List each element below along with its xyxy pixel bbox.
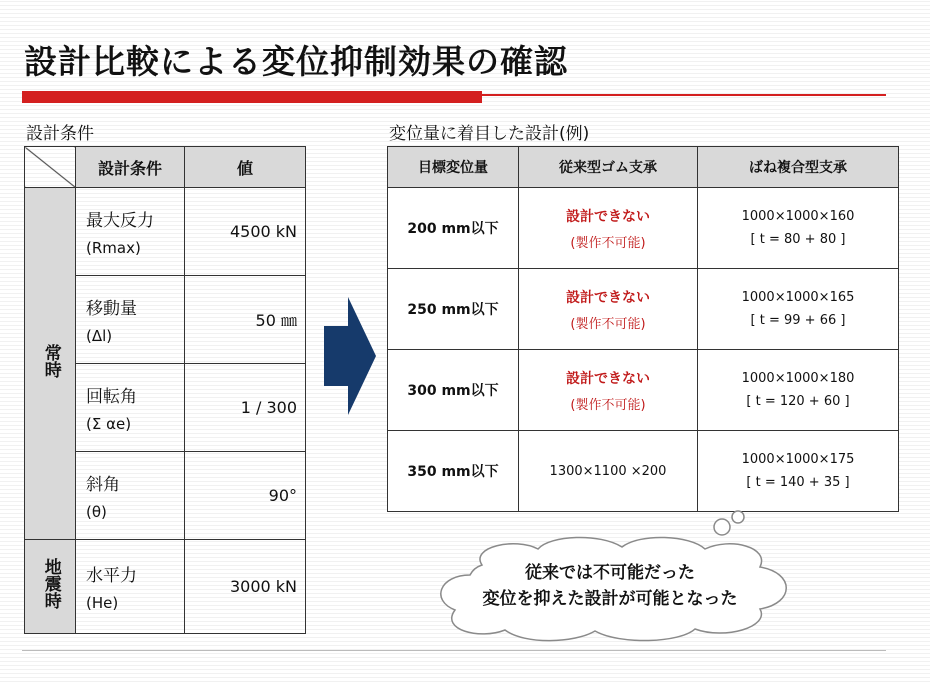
table-row: [388, 269, 899, 350]
conventional-cell: [519, 188, 698, 269]
param-name: 回転角: [86, 387, 137, 407]
param-name: 水平力: [86, 566, 137, 586]
param-symbol: (Rmax): [86, 239, 141, 257]
spring-dimensions: 1000×1000×160: [741, 208, 855, 224]
target-cell: 250 mm以下: [388, 269, 519, 350]
param-name: 移動量: [86, 299, 137, 319]
conventional-note: (製作不可能): [570, 235, 646, 251]
table-header-row: [388, 147, 899, 188]
spring-dimensions: 1000×1000×165: [741, 289, 855, 305]
design-example-table: [387, 146, 899, 512]
conventional-cell: [519, 269, 698, 350]
footer-divider: [22, 650, 886, 651]
spring-thickness: [ t = 80 + 80 ]: [750, 232, 846, 247]
conventional-result: 設計できない: [566, 208, 650, 225]
callout-line-1: 従来では不可能だった: [525, 563, 695, 583]
conventional-cell: 1300×1100 ×200: [519, 431, 698, 512]
param-value: 1 / 300: [185, 364, 306, 452]
target-cell: 300 mm以下: [388, 350, 519, 431]
page-title: 設計比較による変位抑制効果の確認: [24, 42, 568, 81]
conventional-result: 設計できない: [566, 370, 650, 387]
spring-cell: [698, 431, 899, 512]
group-seismic-label: 地震時: [40, 558, 61, 610]
conventional-cell: [519, 350, 698, 431]
param-value: 4500 kN: [185, 188, 306, 276]
title-underline-line: [482, 94, 886, 96]
header-spring: ばね複合型支承: [698, 147, 899, 188]
target-cell: 350 mm以下: [388, 431, 519, 512]
header-param: 設計条件: [76, 147, 185, 188]
header-conventional: 従来型ゴム支承: [519, 147, 698, 188]
conventional-result: 設計できない: [566, 289, 650, 306]
table-row: [25, 188, 306, 276]
group-normal: [25, 188, 76, 540]
design-conditions-table: [24, 146, 306, 634]
param-name: 斜角: [86, 475, 120, 495]
table-row: [388, 431, 899, 512]
param-name: 最大反力: [86, 211, 154, 231]
header-value: 値: [185, 147, 306, 188]
corner-cell: [25, 147, 76, 188]
param-value: 50 ㎜: [185, 276, 306, 364]
table-row: [388, 350, 899, 431]
param-symbol: (Σ αe): [86, 415, 132, 433]
param-cell: [76, 452, 185, 540]
header-target: 目標変位量: [388, 147, 519, 188]
conventional-note: (製作不可能): [570, 397, 646, 413]
spring-thickness: [ t = 140 + 35 ]: [746, 475, 850, 490]
table-header-row: [25, 147, 306, 188]
left-caption: 設計条件: [26, 124, 94, 144]
spring-cell: [698, 350, 899, 431]
conventional-note: (製作不可能): [570, 316, 646, 332]
group-normal-label: 常時: [40, 343, 61, 378]
param-symbol: (θ): [86, 503, 107, 521]
param-symbol: (Δl): [86, 327, 113, 345]
param-cell: [76, 276, 185, 364]
param-symbol: (He): [86, 594, 119, 612]
target-cell: 200 mm以下: [388, 188, 519, 269]
spring-thickness: [ t = 120 + 60 ]: [746, 394, 850, 409]
right-caption: 変位量に着目した設計(例): [389, 124, 590, 144]
param-value: 3000 kN: [185, 540, 306, 634]
param-cell: [76, 188, 185, 276]
title-underline-bar: [22, 91, 482, 103]
spring-dimensions: 1000×1000×175: [741, 451, 855, 467]
group-seismic: [25, 540, 76, 634]
right-arrow-icon: [324, 297, 376, 415]
param-cell: [76, 540, 185, 634]
spring-thickness: [ t = 99 + 66 ]: [750, 313, 846, 328]
spring-cell: [698, 188, 899, 269]
callout-line-2: 変位を抑えた設計が可能となった: [482, 588, 738, 609]
param-cell: [76, 364, 185, 452]
spring-cell: [698, 269, 899, 350]
spring-dimensions: 1000×1000×180: [741, 370, 855, 386]
table-row: [388, 188, 899, 269]
param-value: 90°: [185, 452, 306, 540]
table-row: [25, 540, 306, 634]
callout-text: [440, 561, 780, 612]
